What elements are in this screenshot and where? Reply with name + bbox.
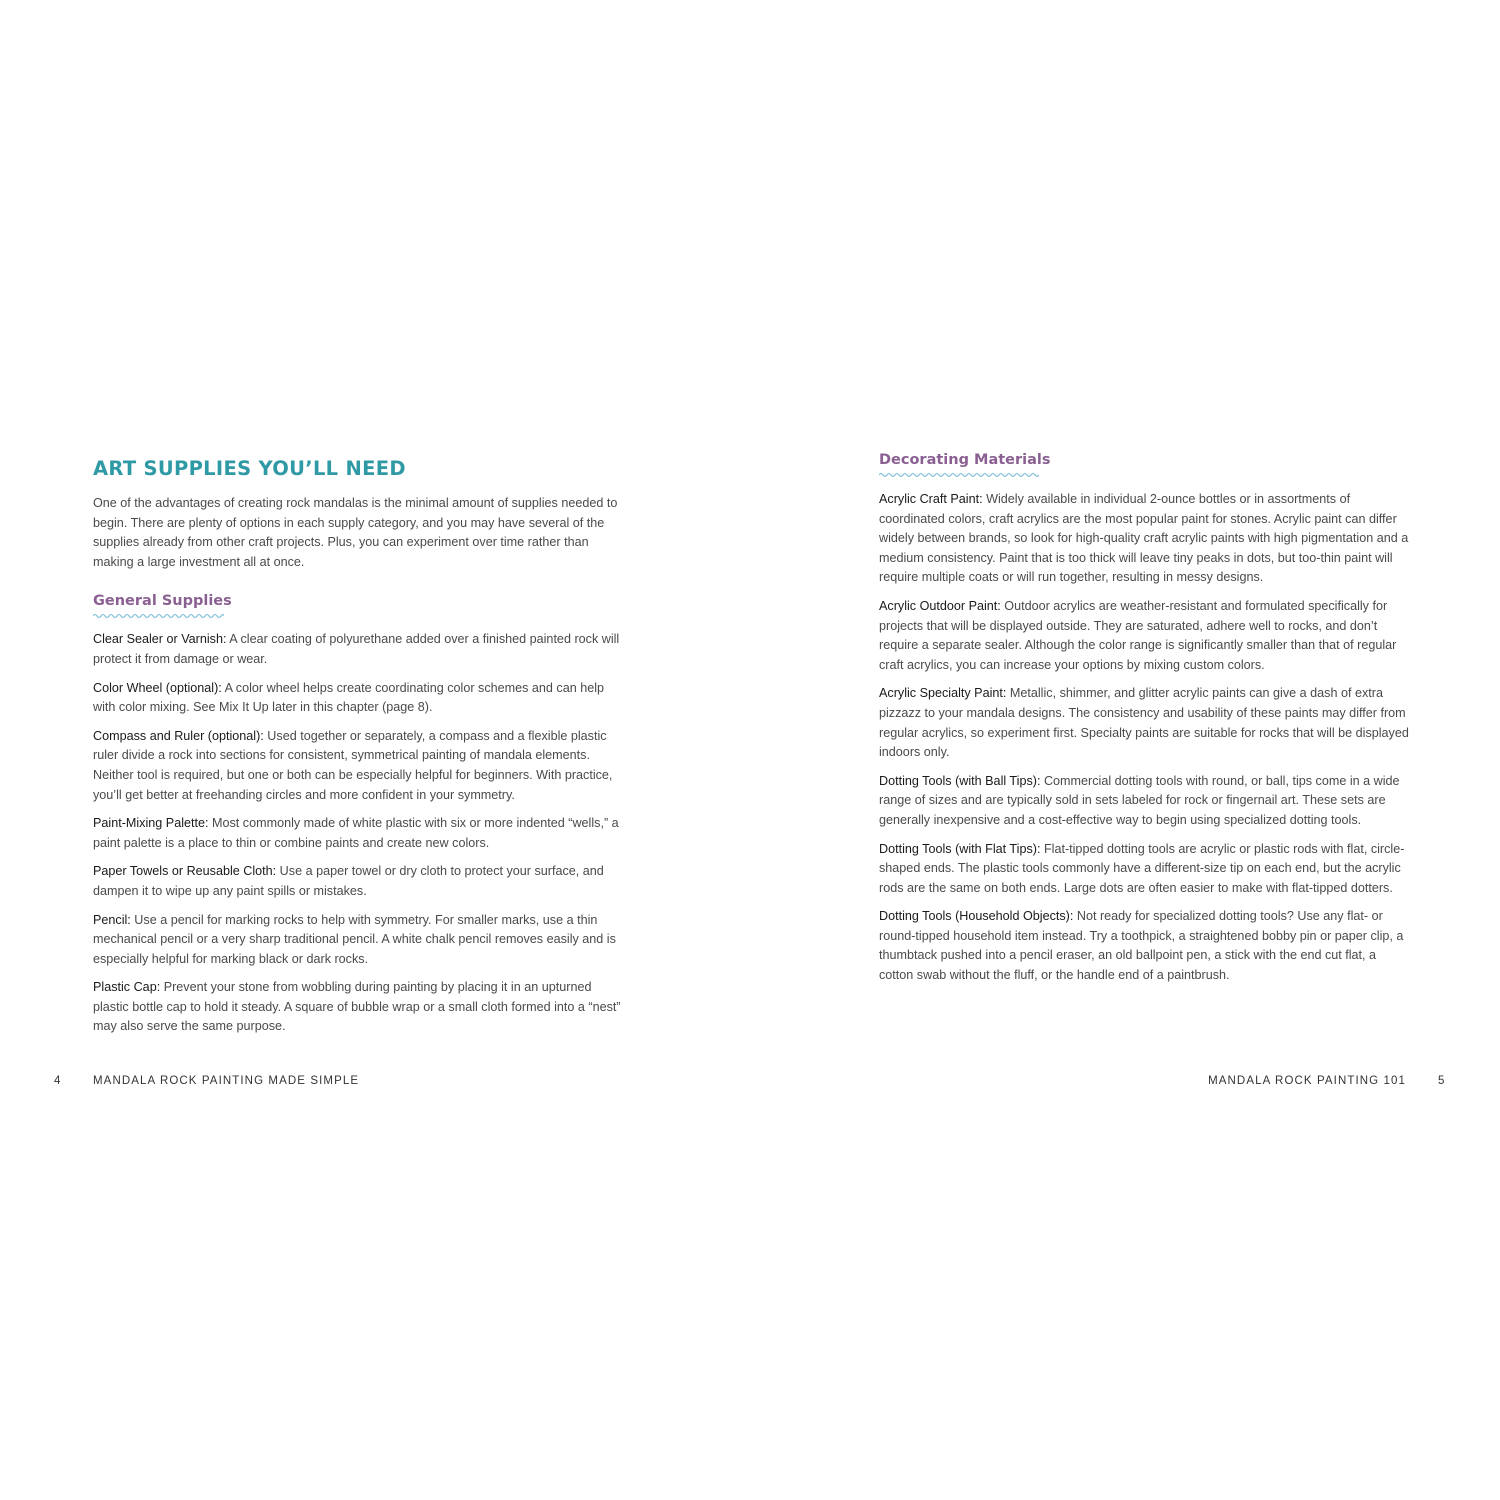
entry-color-wheel (93, 679, 623, 718)
entry-term: Paint-Mixing Palette: (93, 816, 209, 831)
entry-text: Used together or separately, a compass and a flexible plastic ruler divide a rock into sections for consistent, symmetrical painting of mandala elements. Neither tool is required, but one or both can be especially helpful for beginners. With practice, you’ll get better at freehanding circles and more confident in your symmetry. (93, 728, 613, 802)
entry-term: Acrylic Craft Paint: (879, 492, 983, 506)
entry-term: Compass and Ruler (optional): (93, 728, 264, 743)
entry-text: Use a pencil for marking rocks to help with symmetry. For smaller marks, use a thin mechanical pencil or a very sharp traditional pencil. A white chalk pencil removes easily and is especially helpful for marking black or dark rocks. (93, 912, 616, 966)
entry-term: Acrylic Outdoor Paint: (879, 598, 1001, 613)
entry-pencil (93, 911, 623, 970)
wave-divider-icon (879, 472, 1039, 478)
section-heading-decorating (879, 450, 1051, 478)
running-footer-right: MANDALA ROCK PAINTING 101 (1208, 1075, 1406, 1087)
page-number-right: 5 (1438, 1075, 1446, 1087)
entry-text: Most commonly made of white plastic with six or more indented “wells,” a paint palette is a place to thin or combine paints and create new colors. (93, 816, 619, 850)
entry-term: Clear Sealer or Varnish: (93, 632, 227, 647)
entry-text: Outdoor acrylics are weather-resistant and formulated specifically for projects that will be displayed outside. They are saturated, adhere well to rocks, and don’t require a separate sealer. Although the color range is significantly smaller than that of regular craft acrylics, you can increase your options by mixing custom colors. (879, 598, 1397, 672)
intro-paragraph: One of the advantages of creating rock mandalas is the minimal amount of supplies needed to begin. There are plenty of options in each supply category, and you may have several of the supplies already from other craft projects. Plus, you can experiment over time rather than making a large investment all at once. (93, 496, 618, 569)
left-page (93, 456, 623, 1046)
section-title-decorating-materials: Decorating Materials (879, 452, 1051, 468)
entry-acrylic-outdoor-paint (879, 597, 1409, 675)
entry-term: Paper Towels or Reusable Cloth: (93, 864, 277, 879)
entry-paper-towels (93, 862, 623, 901)
entry-text: A clear coating of polyurethane added over a finished painted rock will protect it from damage or wear. (93, 632, 620, 666)
entry-plastic-cap (93, 978, 623, 1037)
page-title: ART SUPPLIES YOU’LL NEED (93, 457, 406, 480)
section-heading-general (93, 591, 232, 619)
entry-text: Metallic, shimmer, and glitter acrylic paints can give a dash of extra pizzazz to your mandala designs. The consistency and usability of these paints may differ from regular acrylics, so experiment first. Specialty paints are suitable for rocks that will be displayed indoors only. (879, 686, 1409, 760)
entry-text: A color wheel helps create coordinating color schemes and can help with color mixing. See Mix It Up later in this chapter (page 8). (93, 680, 605, 715)
entry-term: Dotting Tools (with Ball Tips): (879, 773, 1041, 788)
entry-dotting-flat-tips (879, 840, 1409, 899)
entry-clear-sealer (93, 630, 623, 669)
entry-term: Color Wheel (optional): (93, 680, 222, 695)
right-page (879, 450, 1409, 995)
entry-term: Acrylic Specialty Paint: (879, 686, 1007, 701)
entry-term: Dotting Tools (Household Objects): (879, 909, 1074, 924)
entry-text: Widely available in individual 2-ounce bottles or in assortments of coordinated colors, craft acrylics are the most popular paint for stones. Acrylic paint can differ widely between brands, so look for high-quality craft acrylic paints with high pigmentation and a medium consistency. Paint that is too thick will leave tiny peaks in dots, but too-thin paint will require multiple coats or will run together, resulting in messy designs. (879, 492, 1409, 585)
entry-acrylic-craft-paint (879, 490, 1409, 588)
wave-divider-icon (93, 613, 224, 619)
entry-text: Use a paper towel or dry cloth to protect your surface, and dampen it to wipe up any paint spills or mistakes. (93, 864, 604, 898)
entry-text: Not ready for specialized dotting tools? Use any flat- or round-tipped household item instead. Try a toothpick, a straightened bobby pin or paper clip, a thumbtack pushed into a pencil eraser, an old ballpoint pen, a stick with the end cut flat, a cotton swab without the fluff, or the handle end of a paintbrush. (879, 909, 1404, 983)
section-title-general-supplies: General Supplies (93, 593, 232, 610)
entry-dotting-household (879, 907, 1409, 985)
running-footer-left: MANDALA ROCK PAINTING MADE SIMPLE (93, 1075, 360, 1087)
entry-acrylic-specialty-paint (879, 684, 1409, 762)
entry-dotting-ball-tips (879, 772, 1409, 831)
entry-compass-ruler (93, 727, 623, 805)
entry-paint-palette (93, 814, 623, 853)
entry-term: Pencil: (93, 912, 131, 927)
page-number-left: 4 (54, 1075, 62, 1087)
entry-term: Dotting Tools (with Flat Tips): (879, 841, 1041, 856)
entry-text: Commercial dotting tools with round, or ball, tips come in a wide range of sizes and are typically sold in sets labeled for rock or fingernail art. These sets are generally inexpensive and a cost-effective way to begin using specialized dotting tools. (879, 773, 1400, 827)
entry-text: Flat-tipped dotting tools are acrylic or plastic rods with flat, circle-shaped ends. The plastic tools commonly have a different-size tip on each end, but the acrylic rods are the same on both ends. Large dots are often easier to make with flat-tipped dotters. (879, 841, 1405, 895)
entry-term: Plastic Cap: (93, 980, 161, 995)
entry-text: Prevent your stone from wobbling during painting by placing it in an upturned plastic bottle cap to hold it steady. A square of bubble wrap or a small cloth formed into a “nest” may also serve the same purpose. (93, 980, 621, 1034)
